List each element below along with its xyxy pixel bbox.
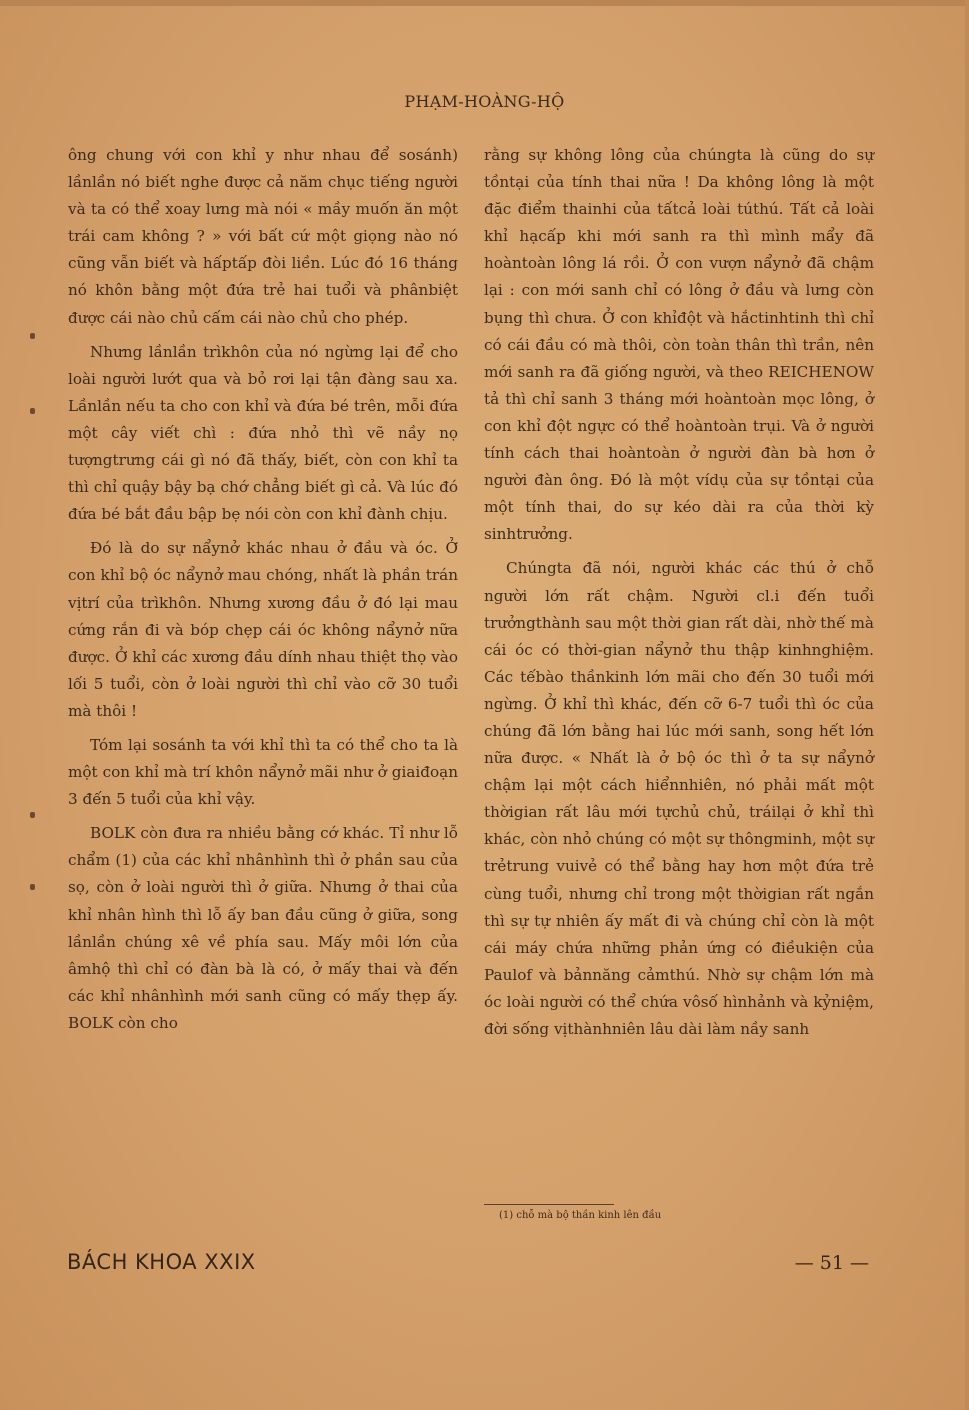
journal-title: BÁCH KHOA XXIX bbox=[67, 1250, 256, 1274]
left-paragraph-4: Tóm lại sosánh ta với khỉ thì ta có thể cho ta là một con khỉ mà trí khôn nẩynở mãi như ở giaiđoạn 3 đến 5 tuổi của khỉ vậy. bbox=[68, 735, 458, 809]
page-number: — 51 — bbox=[794, 1252, 869, 1274]
right-column bbox=[484, 142, 874, 1050]
left-paragraph-1: ông chung với con khỉ y như nhau để sosánh) lầnlần nó biết nghe được cả năm chục tiếng người và ta có thể xoay lưng mà nói « mầy muốn ăn một trái cam không ? » với bất cứ một giọng nào nó cũng vẫn biết và hấptấp đòi liền. Lúc đó 16 tháng nó khôn bằng một đứa trẻ hai tuổi và phânbiệt được cái nào chủ cấm cái nào chủ cho phép. bbox=[68, 146, 458, 327]
right-paragraph-2: Chúngta đã nói, người khác các thú ở chỗ người lớn rất chậm. Người cl.i đến tuổi trưởngthành sau một thời gian rất dài, nhờ thế mà cái óc có thời-gian nẩynở thu thập kinhnghiệm. Các tếbào thầnkinh lớn mãi cho đến 30 tuổi mới ngừng. Ở khỉ thì khác, đến cỡ 6-7 tuổi thì óc của chúng đã lớn bằng hai lúc mới sanh, song hết lớn nữa được. « Nhất là ở bộ óc thì ở ta sự nẩynở chậm lại một cách hiểnnhiên, nó phải mất một thờigian rất lâu mới tựchủ chủ, tráilại ở khỉ thì khác, còn nhỏ chúng có một sự thôngminh, một sự trẻtrung vuivẻ có thể bằng hay hơn một đứa trẻ cùng tuổi, nhưng chỉ trong một thờigian rất ngắn thì sự tự nhiên ấy mất đi và chúng chỉ còn là một cái máy chứa những phản ứng có điềukiện của Paulof và bảnnăng cảmthú. Nhờ sự chậm lớn mà óc loài người có thể chứa vôsố hìnhảnh và kỷniệm, đời sống vịthànhniên lâu dài làm nầy sanh bbox=[484, 559, 874, 1038]
left-column bbox=[68, 142, 458, 1044]
right-paragraph-1: rằng sự không lông của chúngta là cũng do sự tồntại của tính thai nữa ! Da không lông là một đặc điểm thainhi của tấtcả loài túthú. Tất cả loài khỉ hạcấp khi mới sanh ra thì mình mẩy đã hoàntoàn lông lá rồi. Ở con vượn nẩynở đã chậm lại : con mới sanh chỉ có lông ở đầu và lưng còn bụng thì chưa. Ở con khỉđột và hắctinhtinh thì chỉ có cái đầu có mà thôi, còn toàn thân thì trần, nên mới sanh ra đã giống người, và theo REICHENOW tả thì chỉ sanh 3 tháng mới hoàntoàn mọc lông, ở con khỉ đột ngực có thể hoàntoàn trụi. Và ở người tính cách thai hoàntoàn ở người đàn bà hơn ở người đàn ông. Đó là một vídụ của sự tồntại của một tính thai, do sự kéo dài ra của thời kỳ sinhtrưởng. bbox=[484, 146, 874, 544]
margin-mark bbox=[30, 333, 35, 339]
footnote: (1) chỗ mà bộ thần kinh lên đầu bbox=[499, 1210, 662, 1221]
margin-mark bbox=[30, 408, 35, 414]
margin-mark bbox=[30, 884, 35, 890]
left-paragraph-5: BOLK còn đưa ra nhiều bằng cớ khác. Tỉ như lỗ chẩm (1) của các khỉ nhânhình thì ở phần sau của sọ, còn ở loài người thì ở giữa. Nhưng ở thai của khỉ nhân hình thì lỗ ấy ban đầu cũng ở giữa, song lầnlần chúng xê về phía sau. Mấy môi lớn của âmhộ thì chỉ có đàn bà là có, ở mấy thai và đến các khỉ nhânhình mới sanh cũng có mấy thẹp ấy. BOLK còn cho bbox=[68, 824, 458, 1032]
left-paragraph-2: Nhưng lầnlần trìkhôn của nó ngừng lại để cho loài người lướt qua và bỏ rơi lại tận đàng sau xa. Lầnlần nếu ta cho con khỉ và đứa bé trên, mỗi đứa một cây viết chì : đứa nhỏ thì vẽ nầy nọ tượngtrưng cái gì nó đã thấy, biết, còn con khỉ ta thì chỉ quậy bậy bạ chớ chẳng biết gì cả. Và lúc đó đứa bé bắt đầu bập bẹ nói còn con khỉ đành chịu. bbox=[68, 342, 458, 524]
footnote-divider bbox=[484, 1204, 614, 1205]
running-header-author: PHẠM-HOÀNG-HỘ bbox=[404, 92, 565, 111]
left-paragraph-3: Đó là do sự nẩynở khác nhau ở đầu và óc. Ở con khỉ bộ óc nẩynở mau chóng, nhất là phần trán vịtrí của trìkhôn. Nhưng xương đầu ở đó lại mau cứng rắn đi và bóp chẹp cái óc không nẩynở nữa được. Ở khỉ các xương đầu dính nhau thiệt thọ vào lối 5 tuổi, còn ở loài người thì chỉ vào cỡ 30 tuổi mà thôi ! bbox=[68, 539, 458, 720]
margin-mark bbox=[30, 812, 35, 818]
